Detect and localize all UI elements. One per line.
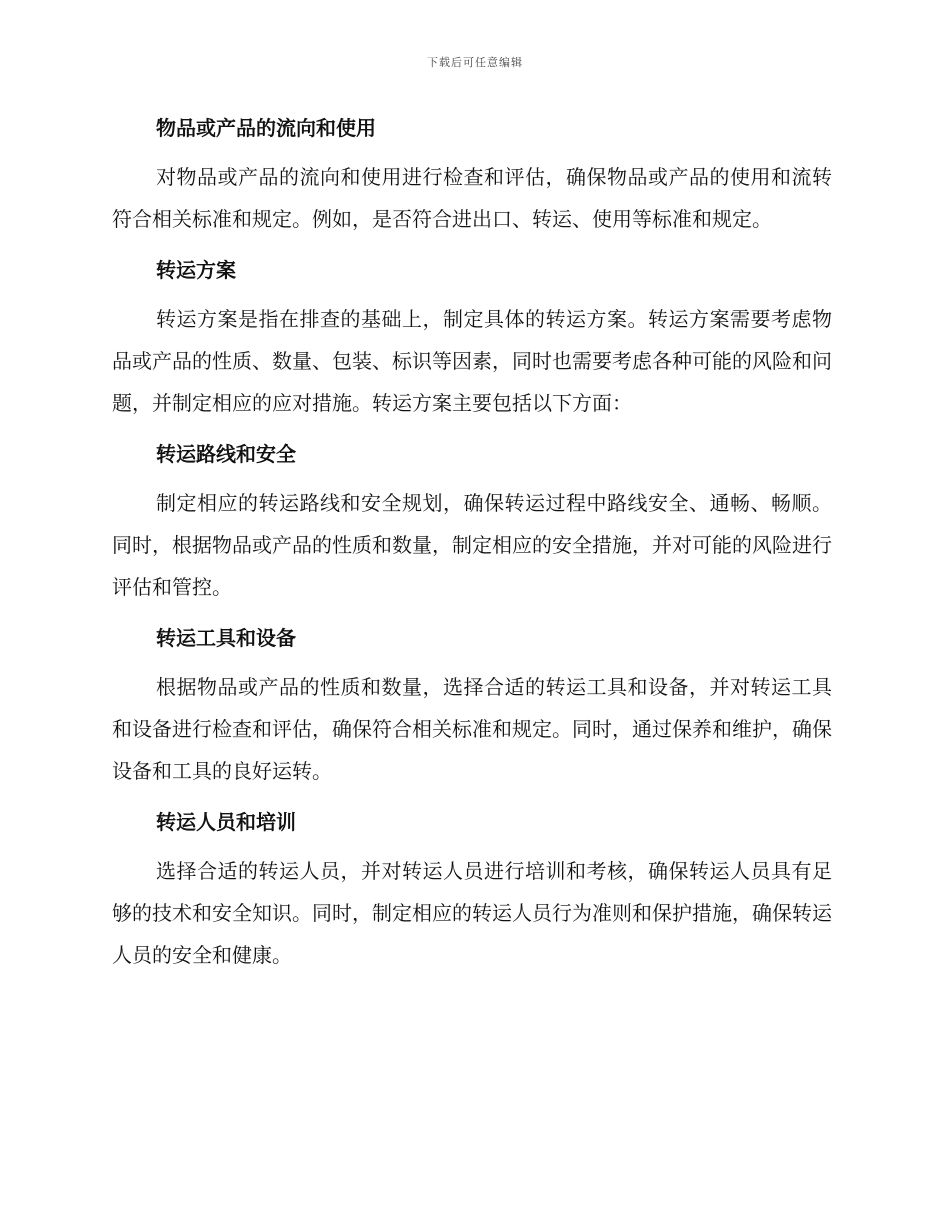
section-heading: 物品或产品的流向和使用 [156, 116, 376, 140]
section-paragraph: 对物品或产品的流向和使用进行检查和评估，确保物品或产品的使用和流转符合相关标准和规定。例如，是否符合进出口、转运、使用等标准和规定。 [112, 165, 832, 231]
page-header-note: 下载后可任意编辑 [427, 56, 523, 69]
section-heading: 转运方案 [156, 258, 236, 282]
document-body [112, 108, 832, 986]
section-heading: 转运人员和培训 [156, 810, 296, 834]
section-paragraph: 制定相应的转运路线和安全规划，确保转运过程中路线安全、通畅、畅顺。同时，根据物品或产品的性质和数量，制定相应的安全措施，并对可能的风险进行评估和管控。 [112, 491, 832, 599]
section-paragraph: 选择合适的转运人员，并对转运人员进行培训和考核，确保转运人员具有足够的技术和安全知识。同时，制定相应的转运人员行为准则和保护措施，确保转运人员的安全和健康。 [112, 859, 832, 967]
section-paragraph: 根据物品或产品的性质和数量，选择合适的转运工具和设备，并对转运工具和设备进行检查和评估，确保符合相关标准和规定。同时，通过保养和维护，确保设备和工具的良好运转。 [112, 675, 832, 783]
section-paragraph: 转运方案是指在排查的基础上，制定具体的转运方案。转运方案需要考虑物品或产品的性质、数量、包装、标识等因素，同时也需要考虑各种可能的风险和问题，并制定相应的应对措施。转运方案主要包括以下方面： [112, 307, 832, 415]
section-heading: 转运路线和安全 [156, 442, 296, 466]
section-heading: 转运工具和设备 [156, 626, 296, 650]
